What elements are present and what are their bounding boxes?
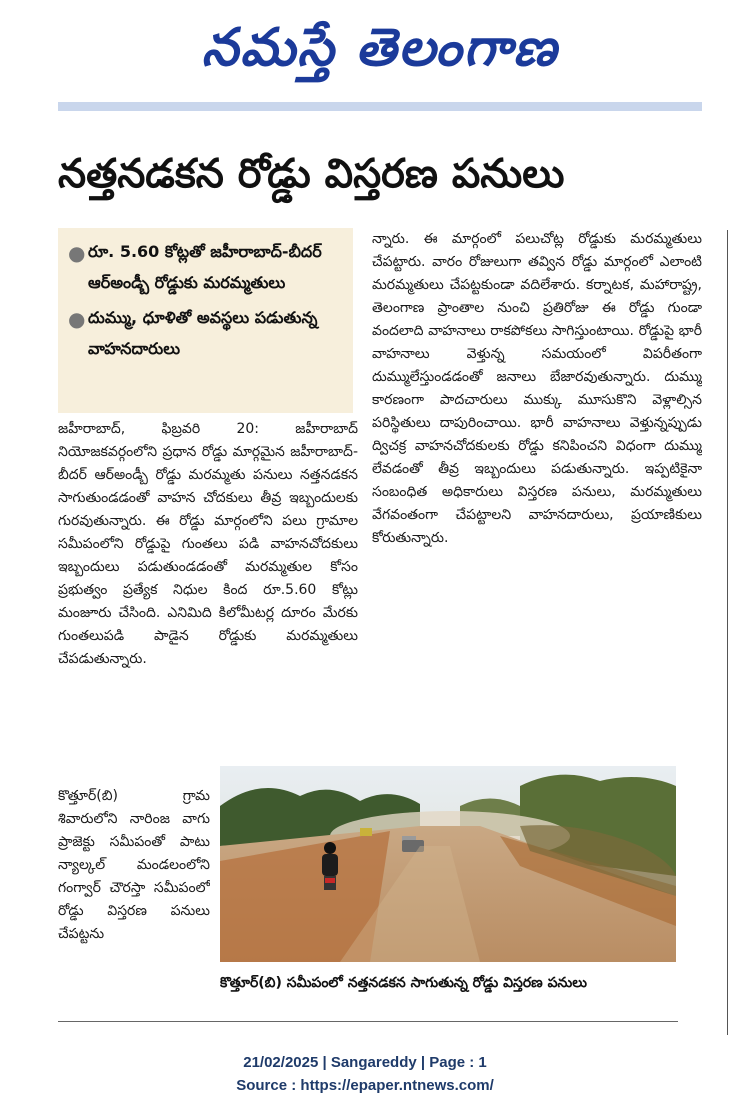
page-edge-rule — [727, 230, 728, 1035]
article-body-right-column: న్నారు. ఈ మార్గంలో పలుచోట్ల రోడ్డుకు మరమ్మతులు చేపట్టారు. వారం రోజులుగా తవ్విన రోడ్డు మార్గంలో ఎలాంటి మరమ్మతులు చేపట్టకుండా వదిలేశారు. కర్నాటక, మహారాష్ట్ర, తెలంగాణ ప్రాంతాల నుంచి ప్రతిరోజు ఈ రోడ్డు గుండా వందలాది వాహనాలు రాకపోకలు సాగిస్తుంటాయి. రోడ్డుపై భారీ వాహనాలు వెళ్తున్న సమయంలో విపరీతంగా దుమ్ములేస్తుండడంతో జనాలు బేజారవుతున్నారు. దుమ్ము కారణంగా పాదచారులు ముక్కు మూసుకొని వెళ్లాల్సిన పరిస్థితులు దాపురించాయి. భారీ వాహనాలు వెళ్తున్నప్పుడు ద్విచక్ర వాహనచోదకులకు రోడ్డు కనిపించని విధంగా దుమ్ము లేవడంతో తీవ్ర ఇబ్బందులు పడుతున్నారు. ఇప్పటికైనా సంబంధిత అధికారులు విస్తరణ పనులు, మరమ్మతులు వేగవంతంగా చేపట్టాలని వాహనదారులు, ప్రయాణికులు కోరుతున్నారు. — [372, 231, 702, 546]
road-work-photo — [220, 766, 676, 962]
bottom-rule — [58, 1021, 678, 1022]
highlight-text: రూ. 5.60 కోట్లతో జహీరాబాద్-బీదర్ ఆర్అండ్బీ రోడ్డుకు మరమ్మతులు — [88, 242, 322, 292]
footer-date-edition-page: 21/02/2025 | Sangareddy | Page : 1 — [243, 1054, 487, 1071]
article-body-left-continued: కొత్తూర్(బి) గ్రామ శివారులోని నారింజ వాగు ప్రాజెక్టు సమీపంతో పాటు న్యాల్కల్ మండలంలోని గంగ్వార్ చౌరస్తా సమీపంలో రోడ్డు విస్తరణ పనులు చేపట్టను — [58, 788, 210, 942]
bullet-icon: ● — [68, 307, 86, 331]
motorcycle-rider — [322, 842, 338, 890]
footer-source: Source : https://epaper.ntnews.com/ — [236, 1077, 494, 1094]
article-headline: నత్తనడకన రోడ్డు విస్తరణ పనులు — [58, 151, 565, 197]
highlight-text: దుమ్ము, ధూళితో అవస్థలు పడుతున్న వాహనదారులు — [88, 308, 318, 358]
highlights-box — [58, 228, 353, 413]
article-body-left-column: జహీరాబాద్, ఫిబ్రవరి 20: జహీరాబాద్ నియోజకవర్గంలోని ప్రధాన రోడ్డు మార్గమైన జహీరాబాద్-బీదర్ ఆర్అండ్బీ రోడ్డు మరమ్మతు పనులు నత్తనడకన సాగుతుండడంతో వాహన చోదకులు తీవ్ర ఇబ్బందులకు గురవుతున్నారు. ఈ రోడ్డు మార్గంలోని పలు గ్రామాల సమీపంలోని రోడ్డుపై గుంతలు పడి వాహనచోదకులు ఇబ్బందులు పడుతుండడంతో మరమ్మతుల కోసం ప్రభుత్వం ప్రత్యేక నిధుల కింద రూ.5.60 కోట్లు మంజూరు చేసింది. ఎనిమిది కిలోమీటర్ల దూరం మేరకు గుంతలుపడి పాడైన రోడ్డుకు మరమ్మతులు చేపడుతున్నారు. — [58, 421, 358, 667]
masthead-rule — [58, 102, 702, 111]
bullet-icon: ● — [68, 241, 86, 265]
newspaper-masthead: నమస్తే తెలంగాణ — [201, 18, 559, 78]
highlight-item — [68, 236, 347, 298]
photo-caption: కొత్తూర్(బి) సమీపంలో నత్తనడకన సాగుతున్న రోడ్డు విస్తరణ పనులు — [220, 975, 587, 991]
highlight-item — [68, 302, 347, 364]
road-photo-illustration — [220, 766, 676, 962]
